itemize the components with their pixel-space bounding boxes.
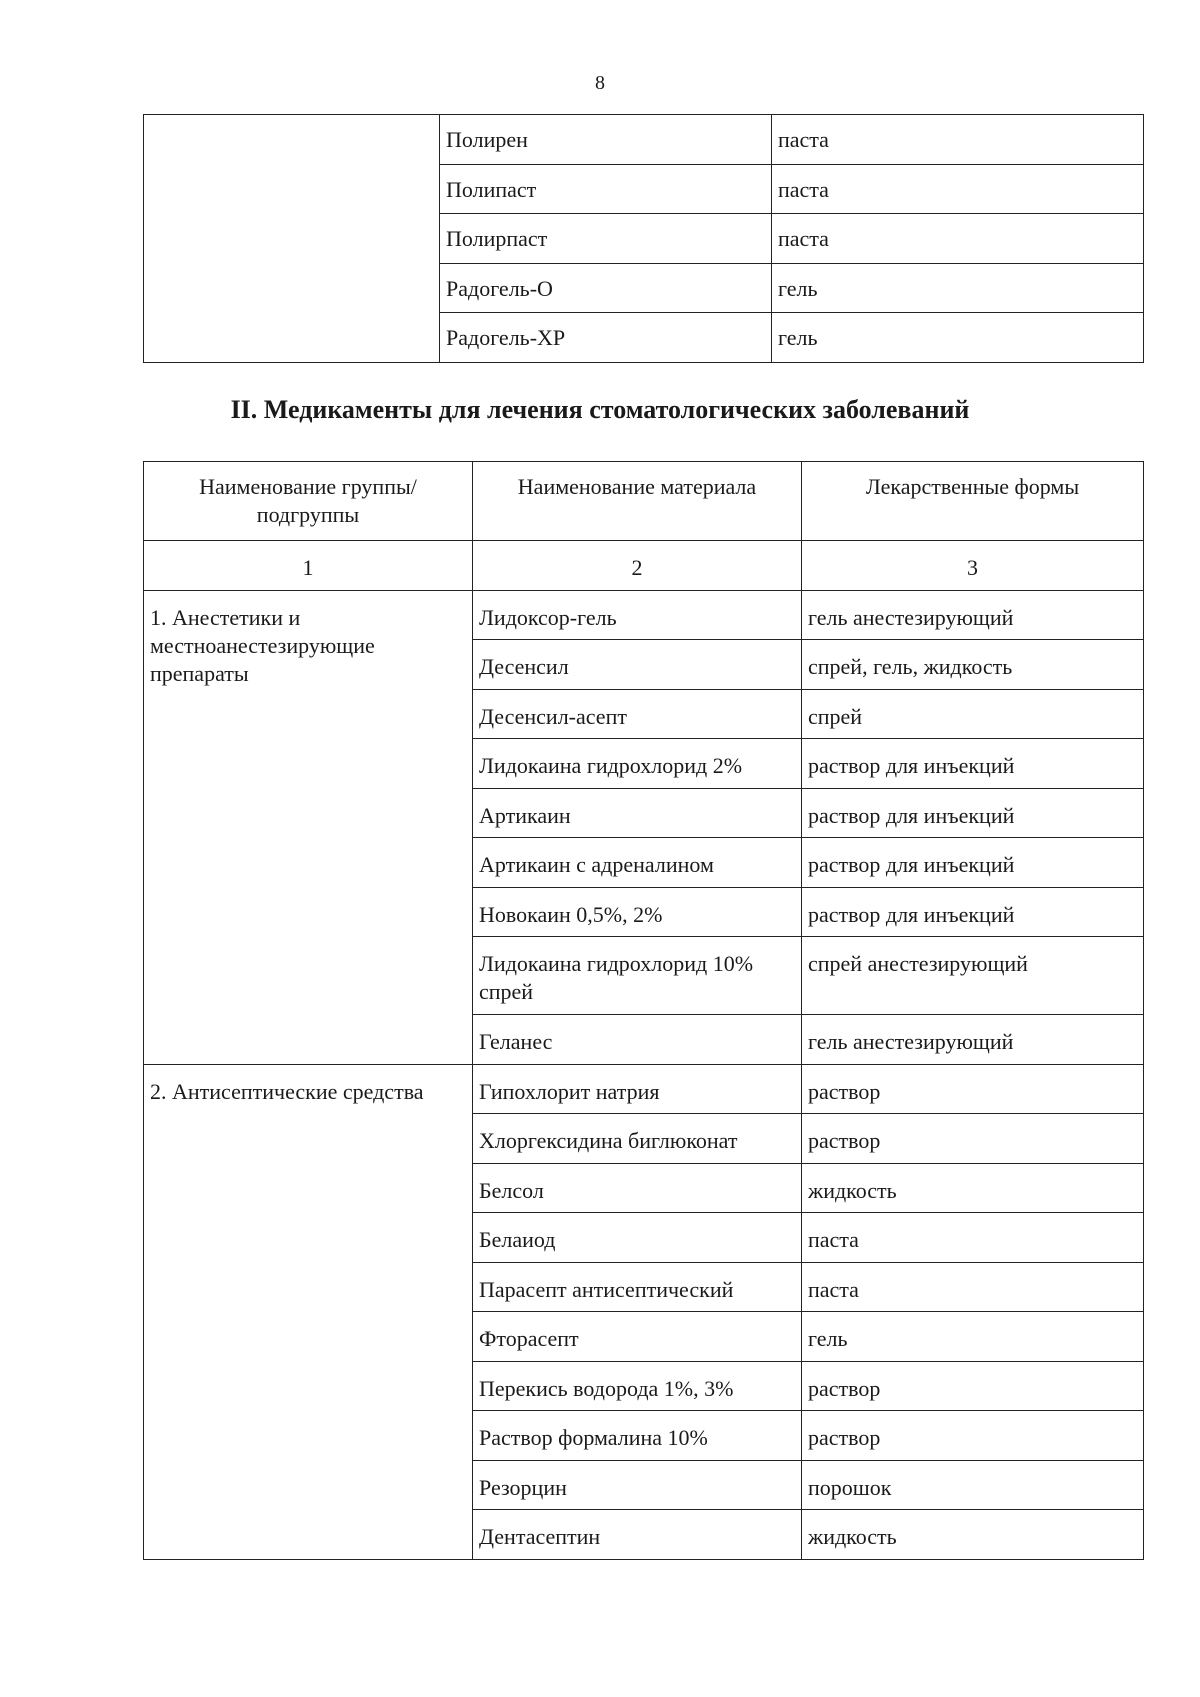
dosage-form-cell: раствор для инъекций	[802, 887, 1144, 937]
dosage-form-cell: раствор для инъекций	[802, 739, 1144, 789]
dosage-form-cell: раствор	[802, 1361, 1144, 1411]
group-name-cell: 2. Антисептические средства	[144, 1064, 473, 1559]
material-name-cell: Резорцин	[473, 1460, 802, 1510]
material-name-cell: Раствор формалина 10%	[473, 1411, 802, 1461]
material-name-cell: Радогель-ХР	[440, 313, 772, 363]
dosage-form-cell: гель	[772, 313, 1144, 363]
dosage-form-cell: порошок	[802, 1460, 1144, 1510]
material-name-cell: Полирпаст	[440, 214, 772, 264]
column-number-row	[144, 541, 1144, 591]
table-row	[144, 590, 1144, 640]
column-header: Лекарственные формы	[802, 462, 1144, 541]
dosage-form-cell: гель анестезирующий	[802, 590, 1144, 640]
dosage-form-cell: спрей	[802, 689, 1144, 739]
material-name-cell: Десенсил	[473, 640, 802, 690]
dosage-form-cell: гель	[802, 1312, 1144, 1362]
dosage-form-cell: гель анестезирующий	[802, 1015, 1144, 1065]
material-name-cell: Лидоксор-гель	[473, 590, 802, 640]
column-number: 3	[802, 541, 1144, 591]
material-name-cell: Артикаин	[473, 788, 802, 838]
dosage-form-cell: паста	[772, 164, 1144, 214]
page-number: 8	[595, 72, 605, 94]
material-name-cell: Парасепт антисептический	[473, 1262, 802, 1312]
material-name-cell: Новокаин 0,5%, 2%	[473, 887, 802, 937]
header-row	[144, 462, 1144, 541]
material-name-cell: Дентасептин	[473, 1510, 802, 1560]
section-heading: II. Медикаменты для лечения стоматологических заболеваний	[230, 395, 970, 424]
dosage-form-cell: раствор для инъекций	[802, 838, 1144, 888]
material-name-cell: Радогель-О	[440, 263, 772, 313]
dosage-form-cell: гель	[772, 263, 1144, 313]
material-name-cell: Геланес	[473, 1015, 802, 1065]
column-number: 2	[473, 541, 802, 591]
dosage-form-cell: паста	[802, 1262, 1144, 1312]
material-name-cell: Лидокаина гидрохлорид 10% спрей	[473, 937, 802, 1015]
dosage-form-cell: жидкость	[802, 1163, 1144, 1213]
column-header: Наименование группы/подгруппы	[144, 462, 473, 541]
table-row	[144, 115, 1144, 165]
material-name-cell: Перекись водорода 1%, 3%	[473, 1361, 802, 1411]
dosage-form-cell: спрей, гель, жидкость	[802, 640, 1144, 690]
dosage-form-cell: паста	[802, 1213, 1144, 1263]
material-name-cell: Полирен	[440, 115, 772, 165]
material-name-cell: Полипаст	[440, 164, 772, 214]
material-name-cell: Фторасепт	[473, 1312, 802, 1362]
material-name-cell: Гипохлорит натрия	[473, 1064, 802, 1114]
dosage-form-cell: раствор	[802, 1411, 1144, 1461]
group-name-cell: 1. Анестетики и местноанестезирующие препараты	[144, 590, 473, 1064]
dosage-form-cell: жидкость	[802, 1510, 1144, 1560]
group-cell-empty	[144, 115, 440, 363]
material-name-cell: Лидокаина гидрохлорид 2%	[473, 739, 802, 789]
column-header: Наименование материала	[473, 462, 802, 541]
dosage-form-cell: раствор	[802, 1064, 1144, 1114]
dosage-form-cell: раствор	[802, 1114, 1144, 1164]
dosage-form-cell: раствор для инъекций	[802, 788, 1144, 838]
material-name-cell: Артикаин с адреналином	[473, 838, 802, 888]
dosage-form-cell: паста	[772, 115, 1144, 165]
material-name-cell: Белсол	[473, 1163, 802, 1213]
material-name-cell: Хлоргексидина биглюконат	[473, 1114, 802, 1164]
dosage-form-cell: паста	[772, 214, 1144, 264]
material-name-cell: Белаиод	[473, 1213, 802, 1263]
table-row	[144, 1064, 1144, 1114]
column-number: 1	[144, 541, 473, 591]
continuation-table	[143, 114, 1144, 363]
dosage-form-cell: спрей анестезирующий	[802, 937, 1144, 1015]
material-name-cell: Десенсил-асепт	[473, 689, 802, 739]
medications-table	[143, 461, 1144, 1560]
